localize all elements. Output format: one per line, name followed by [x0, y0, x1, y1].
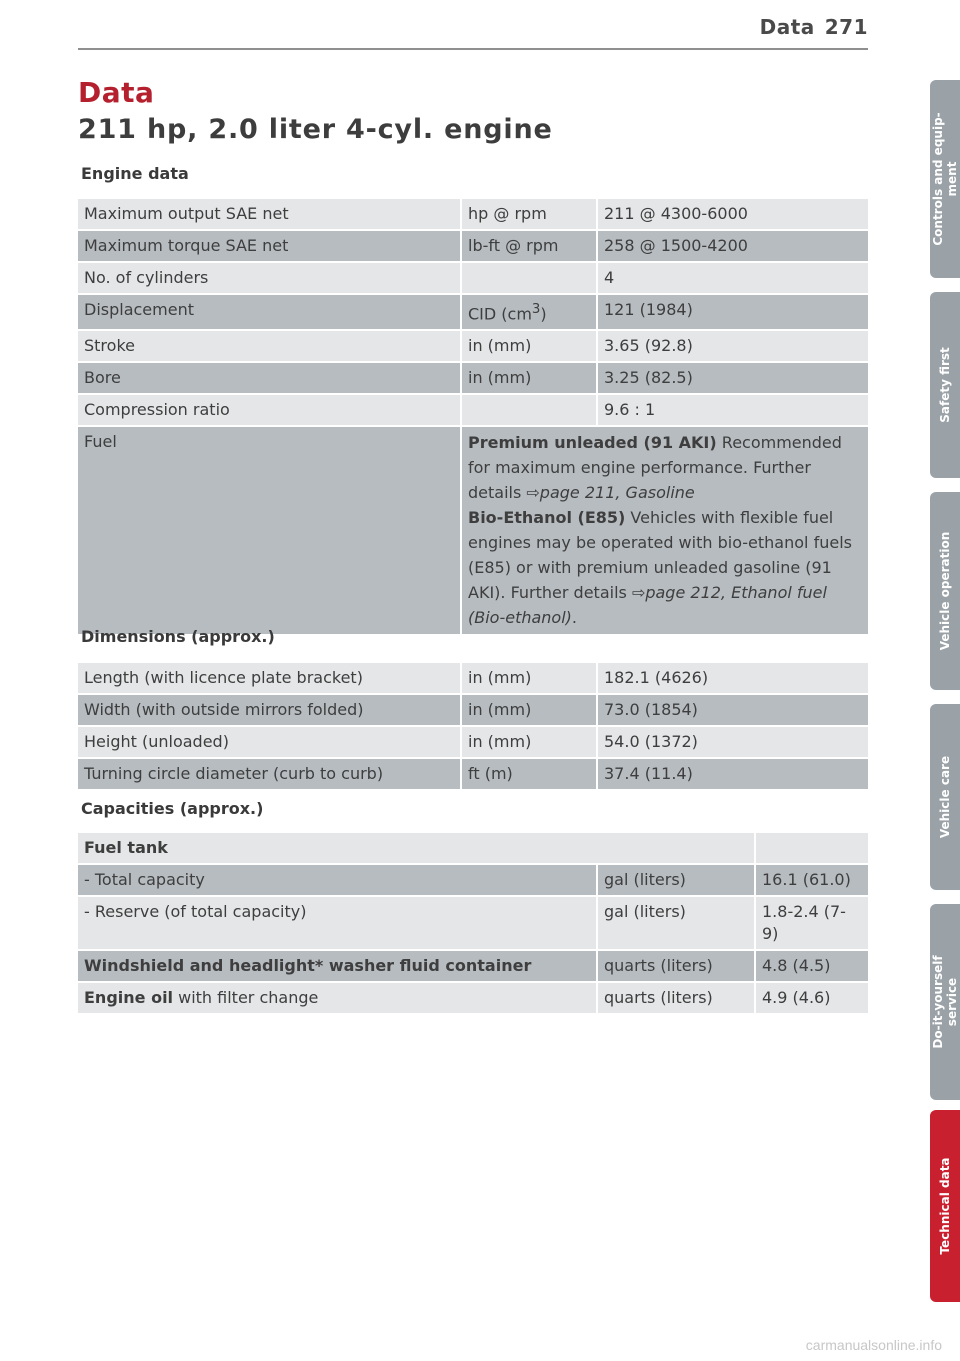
fuel-tank-header: Fuel tank	[78, 833, 755, 864]
table-row	[78, 864, 868, 896]
tab-safety-first[interactable]	[930, 292, 960, 478]
table-row	[78, 330, 868, 362]
table-row	[78, 694, 868, 726]
row-unit: in (mm)	[461, 330, 597, 362]
fuel-description	[461, 426, 868, 635]
row-unit: in (mm)	[461, 694, 597, 726]
engine-oil-text: with filter change	[173, 988, 319, 1007]
tab-label: Vehicle operation	[938, 531, 952, 651]
row-value: 182.1 (4626)	[597, 663, 868, 694]
ethanol-fuel-name: Bio-Ethanol (E85)	[468, 508, 626, 528]
tab-vehicle-care[interactable]	[930, 704, 960, 890]
table-row	[78, 262, 868, 294]
empty-cell	[755, 833, 868, 864]
table-row	[78, 982, 868, 1014]
tab-technical-data[interactable]	[930, 1110, 960, 1302]
row-value: 4.9 (4.6)	[755, 982, 868, 1014]
row-label: - Reserve (of total capacity)	[78, 896, 597, 950]
tab-label: Technical data	[938, 1157, 952, 1255]
row-value: 3.65 (92.8)	[597, 330, 868, 362]
ethanol-end: .	[571, 608, 577, 628]
table-row	[78, 726, 868, 758]
row-label: Stroke	[78, 330, 461, 362]
table-row	[78, 758, 868, 790]
dimensions-table	[78, 663, 868, 791]
table-row	[78, 896, 868, 950]
table-row	[78, 833, 868, 864]
engine-data-title: Engine data	[81, 164, 189, 183]
ethanol-page-link[interactable]: ⇨page 212, Ethanol fuel (Bio-ethanol)	[468, 583, 827, 628]
row-unit: in (mm)	[461, 726, 597, 758]
row-unit: quarts (liters)	[597, 982, 755, 1014]
row-unit: lb-ft @ rpm	[461, 230, 597, 262]
table-row	[78, 394, 868, 426]
table-row	[78, 294, 868, 330]
row-unit	[461, 394, 597, 426]
ethanol-fuel-text: Vehicles with flexible fuel engines may be operated with bio-ethanol fuels (E85) or with premium unleaded gasoline (91 AKI). Further details	[468, 508, 852, 603]
row-unit	[461, 262, 597, 294]
running-header	[760, 15, 868, 39]
premium-fuel-name: Premium unleaded (91 AKI)	[468, 433, 717, 453]
row-label: Length (with licence plate bracket)	[78, 663, 461, 694]
row-unit: hp @ rpm	[461, 199, 597, 230]
row-value: 16.1 (61.0)	[755, 864, 868, 896]
unit-text: CID (cm	[468, 304, 532, 324]
row-label: Maximum output SAE net	[78, 199, 461, 230]
tab-label: Safety first	[938, 347, 952, 423]
capacities-table	[78, 833, 868, 1015]
row-value: 258 @ 1500-4200	[597, 230, 868, 262]
row-label: Windshield and headlight* washer fluid container	[78, 950, 597, 982]
row-unit: quarts (liters)	[597, 950, 755, 982]
tab-label: Do-it-yourself service	[931, 955, 959, 1049]
row-value: 9.6 : 1	[597, 394, 868, 426]
row-value: 1.8-2.4 (7-9)	[755, 896, 868, 950]
fuel-row	[78, 426, 868, 635]
table-row	[78, 362, 868, 394]
row-value: 4.8 (4.5)	[755, 950, 868, 982]
dimensions-title: Dimensions (approx.)	[81, 627, 275, 646]
running-header-title: Data	[759, 15, 815, 39]
row-label: Maximum torque SAE net	[78, 230, 461, 262]
row-value: 121 (1984)	[597, 294, 868, 330]
row-label	[78, 982, 597, 1014]
row-value: 4	[597, 262, 868, 294]
tab-controls-and-equipment[interactable]	[930, 80, 960, 278]
row-unit: gal (liters)	[597, 864, 755, 896]
row-label: Turning circle diameter (curb to curb)	[78, 758, 461, 790]
tab-label: Controls and equip- ment	[931, 112, 959, 246]
unit-text-end: )	[540, 304, 547, 324]
tab-label: Vehicle care	[938, 755, 952, 839]
row-label: Width (with outside mirrors folded)	[78, 694, 461, 726]
watermark: carmanualsonline.info	[805, 1337, 942, 1353]
tab-vehicle-operation[interactable]	[930, 492, 960, 690]
tab-do-it-yourself-service[interactable]	[930, 904, 960, 1100]
fuel-label: Fuel	[78, 426, 461, 635]
row-unit: in (mm)	[461, 663, 597, 694]
table-row	[78, 230, 868, 262]
capacities-title: Capacities (approx.)	[81, 799, 264, 818]
row-value: 37.4 (11.4)	[597, 758, 868, 790]
row-value: 73.0 (1854)	[597, 694, 868, 726]
row-unit: gal (liters)	[597, 896, 755, 950]
row-label: Displacement	[78, 294, 461, 330]
engine-data-table	[78, 199, 868, 636]
row-value: 3.25 (82.5)	[597, 362, 868, 394]
table-row	[78, 950, 868, 982]
row-unit: ft (m)	[461, 758, 597, 790]
row-unit	[461, 294, 597, 330]
gasoline-page-link[interactable]: ⇨page 211, Gasoline	[526, 483, 695, 503]
unit-superscript: 3	[531, 302, 541, 317]
row-label: Height (unloaded)	[78, 726, 461, 758]
premium-fuel-text: Recommended for maximum engine performance. Further details	[468, 433, 842, 503]
engine-oil-label: Engine oil	[84, 988, 174, 1007]
row-label: Compression ratio	[78, 394, 461, 426]
row-label: No. of cylinders	[78, 262, 461, 294]
row-value: 211 @ 4300-6000	[597, 199, 868, 230]
table-row	[78, 199, 868, 230]
engine-subtitle: 211 hp, 2.0 liter 4-cyl. engine	[78, 114, 553, 145]
page-number: 271	[824, 15, 868, 39]
header-rule	[78, 48, 868, 50]
row-label: Bore	[78, 362, 461, 394]
table-row	[78, 663, 868, 694]
row-unit: in (mm)	[461, 362, 597, 394]
row-value: 54.0 (1372)	[597, 726, 868, 758]
section-title: Data	[78, 76, 155, 109]
row-label: - Total capacity	[78, 864, 597, 896]
